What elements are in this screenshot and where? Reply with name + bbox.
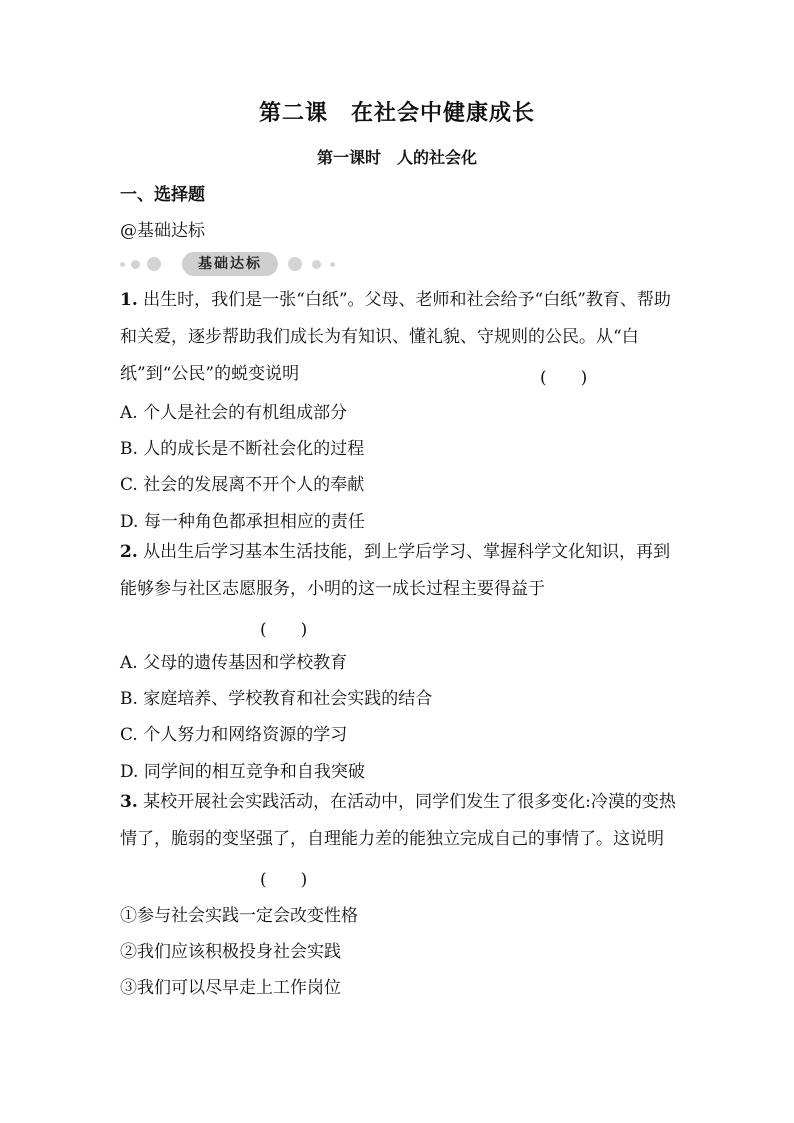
question-text: 从出生后学习基本生活技能，到上学后学习、掌握科学文化知识，再到能够参与社区志愿服务，小明的这一成长过程主要得益于 bbox=[120, 542, 671, 599]
page-title: 第二课 在社会中健康成长 bbox=[258, 101, 535, 126]
section-heading: 一、选择题 bbox=[120, 185, 205, 205]
level-tag: @基础达标 bbox=[120, 221, 205, 241]
banner-dot-icon bbox=[330, 262, 335, 267]
question-text: 某校开展社会实践活动，在活动中，同学们发生了很多变化:冷漠的变热情了，脆弱的变坚强了，自理能力差的能独立完成自己的事情了。这说明 bbox=[120, 792, 676, 849]
option-c: C. 社会的发展离不开个人的奉献 bbox=[120, 475, 365, 495]
question-2 bbox=[120, 534, 680, 608]
question-3 bbox=[120, 784, 680, 858]
option-c: C. 个人努力和网络资源的学习 bbox=[120, 725, 348, 745]
option-2: ②我们应该积极投身社会实践 bbox=[120, 942, 341, 962]
option-3: ③我们可以尽早走上工作岗位 bbox=[120, 978, 341, 998]
option-a: A. 父母的遗传基因和学校教育 bbox=[120, 653, 348, 673]
question-1 bbox=[120, 282, 680, 393]
option-1: ①参与社会实践一定会改变性格 bbox=[120, 906, 358, 926]
question-number: 1. bbox=[120, 290, 138, 310]
banner-pill: 基础达标 bbox=[182, 252, 278, 276]
banner-dot-icon bbox=[288, 257, 302, 271]
option-a: A. 个人是社会的有机组成部分 bbox=[120, 403, 348, 423]
banner-dot-icon bbox=[312, 260, 321, 269]
page-subtitle: 第一课时 人的社会化 bbox=[316, 148, 477, 167]
question-text: 出生时，我们是一张“白纸”。父母、老师和社会给予“白纸”教育、帮助和关爱，逐步帮助我们成长为有知识、懂礼貌、守规则的公民。从“白纸”到“公民”的蜕变说明 bbox=[120, 290, 671, 384]
level-banner bbox=[120, 251, 350, 277]
banner-dot-icon bbox=[120, 262, 125, 267]
option-d: D. 每一种角色都承担相应的责任 bbox=[120, 512, 365, 532]
option-d: D. 同学间的相互竞争和自我突破 bbox=[120, 762, 365, 782]
option-b: B. 家庭培养、学校教育和社会实践的结合 bbox=[120, 689, 433, 709]
banner-dot-icon bbox=[131, 260, 140, 269]
answer-paren: ( ) bbox=[260, 620, 308, 640]
answer-paren: ( ) bbox=[540, 368, 588, 388]
answer-paren: ( ) bbox=[260, 870, 308, 890]
question-number: 2. bbox=[120, 542, 138, 562]
banner-dot-icon bbox=[147, 257, 161, 271]
question-number: 3. bbox=[120, 792, 138, 812]
option-b: B. 人的成长是不断社会化的过程 bbox=[120, 439, 365, 459]
